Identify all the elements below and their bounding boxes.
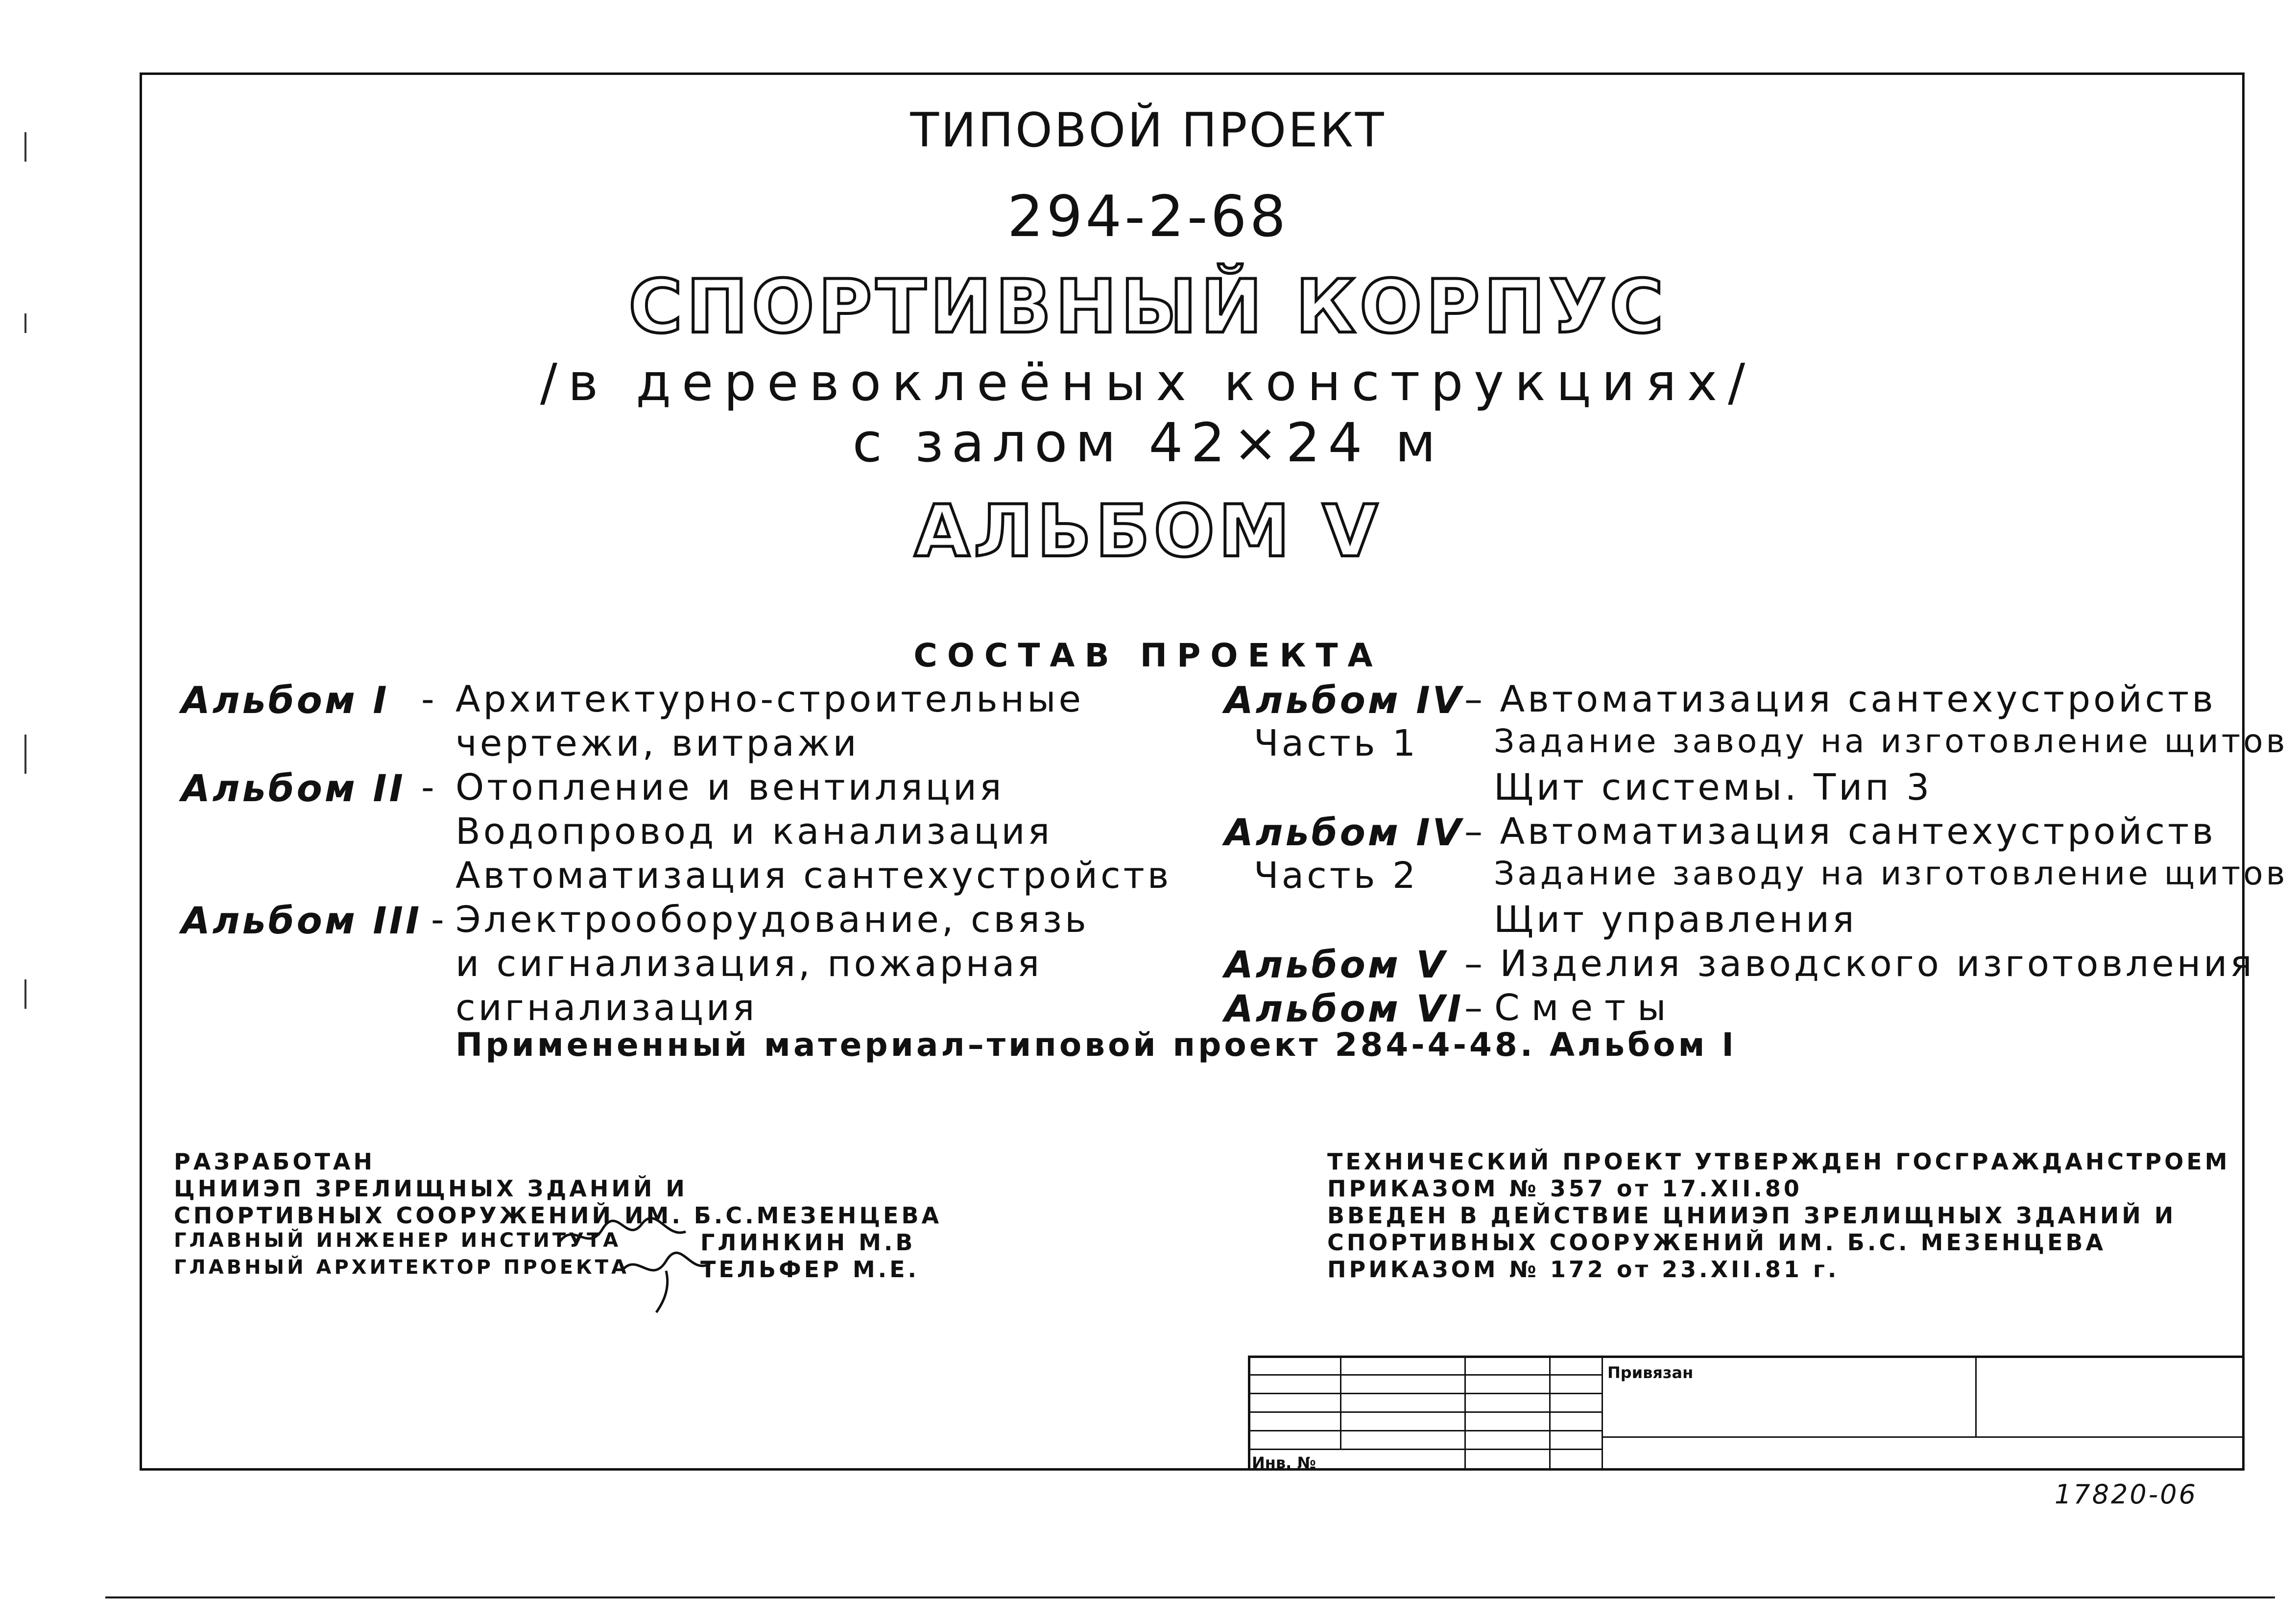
album-dash: -: [421, 678, 437, 720]
developer-line: ГЛАВНЫЙ ИНЖЕНЕР ИНСТИТУТА: [174, 1229, 622, 1252]
privyazan-label: Привязан: [1607, 1363, 1694, 1382]
approval-line: ТЕХНИЧЕСКИЙ ПРОЕКТ УТВЕРЖДЕН ГОСГРАЖДАНСТРОЕМ: [1327, 1148, 2230, 1175]
scan-edge-mark: [24, 132, 26, 162]
album-dash: -: [421, 766, 437, 809]
album-desc-line: Отопление и вентиляция: [455, 766, 1004, 809]
album-desc-line: Задание заводу на изготовление щитов: [1494, 855, 2288, 892]
chief-engineer-name: ГЛИНКИН М.В: [700, 1229, 916, 1256]
scan-edge-mark: [24, 979, 26, 1009]
approval-line: СПОРТИВНЫХ СООРУЖЕНИЙ ИМ. Б.С. МЕЗЕНЦЕВА: [1327, 1229, 2106, 1256]
hall-dimensions: с залом 42×24 м: [852, 411, 1444, 474]
scan-edge-mark: [24, 735, 26, 774]
album-number: АЛЬБОМ V: [914, 490, 1382, 573]
developer-line: РАЗРАБОТАН: [174, 1148, 375, 1175]
album-desc-line: сигнализация: [455, 987, 758, 1029]
album-label: Альбом IV: [1224, 678, 1464, 722]
approval-line: ПРИКАЗОМ № 172 от 23.XII.81 г.: [1327, 1256, 1840, 1283]
signature-chief-architect: [617, 1251, 715, 1315]
approval-line: ПРИКАЗОМ № 357 от 17.XII.80: [1327, 1175, 1802, 1202]
album-desc-line: Задание заводу на изготовление щитов: [1494, 722, 2288, 760]
bottom-border-line: [105, 1596, 2275, 1598]
project-number: 294-2-68: [1007, 184, 1289, 250]
album-desc-line: –Сметы: [1464, 987, 1678, 1029]
composition-heading: СОСТАВ ПРОЕКТА: [913, 637, 1383, 674]
developer-line: СПОРТИВНЫХ СООРУЖЕНИЙ ИМ. Б.С.МЕЗЕНЦЕВА: [174, 1202, 942, 1229]
album-label: Альбом IV: [1224, 810, 1464, 854]
album-part: Часть 1: [1254, 722, 1419, 764]
archive-stamp-number: 17820-06: [2055, 1479, 2198, 1510]
album-dash: -: [431, 899, 447, 941]
applied-material: Примененный материал–типовой проект 284-4-48. Альбом I: [455, 1026, 1737, 1064]
album-desc-line: Архитектурно-строительные: [455, 678, 1084, 720]
album-desc-line: – Автоматизация сантехустройств: [1464, 678, 2216, 720]
album-desc-line: – Изделия заводского изготовления: [1464, 943, 2255, 985]
inventory-number-label: Инв. №: [1252, 1453, 1316, 1472]
scan-edge-mark: [24, 313, 26, 333]
approval-line: ВВЕДЕН В ДЕЙСТВИЕ ЦНИИЭП ЗРЕЛИЩНЫХ ЗДАНИЙ И: [1327, 1202, 2176, 1229]
title-block: [1248, 1356, 2245, 1471]
album-desc-line: Щит системы. Тип 3: [1494, 766, 1933, 809]
album-label: Альбом III: [181, 899, 422, 942]
chief-architect-name: ТЕЛЬФЕР М.Е.: [700, 1256, 919, 1283]
album-label: Альбом II: [181, 766, 406, 810]
album-desc-line: Водопровод и канализация: [455, 810, 1053, 853]
album-desc-line: и сигнализация, пожарная: [455, 943, 1042, 985]
album-part: Часть 2: [1254, 855, 1419, 897]
building-name: СПОРТИВНЫЙ КОРПУС: [628, 264, 1668, 350]
album-label: Альбом I: [181, 678, 389, 722]
album-desc-line: Щит управления: [1494, 899, 1857, 941]
album-desc-line: Электрооборудование, связь: [455, 899, 1089, 941]
developer-line: ГЛАВНЫЙ АРХИТЕКТОР ПРОЕКТА: [174, 1256, 629, 1279]
album-label: Альбом VI: [1224, 987, 1464, 1030]
developer-line: ЦНИИЭП ЗРЕЛИЩНЫХ ЗДАНИЙ И: [174, 1175, 688, 1202]
album-label: Альбом V: [1224, 943, 1448, 986]
album-desc-line: Автоматизация сантехустройств: [455, 855, 1172, 897]
album-desc-line: чертежи, витражи: [455, 722, 860, 764]
construction-type: /в деревоклеёных конструкциях/: [540, 353, 1756, 412]
album-desc-line: – Автоматизация сантехустройств: [1464, 810, 2216, 853]
project-type-title: ТИПОВОЙ ПРОЕКТ: [910, 103, 1386, 158]
